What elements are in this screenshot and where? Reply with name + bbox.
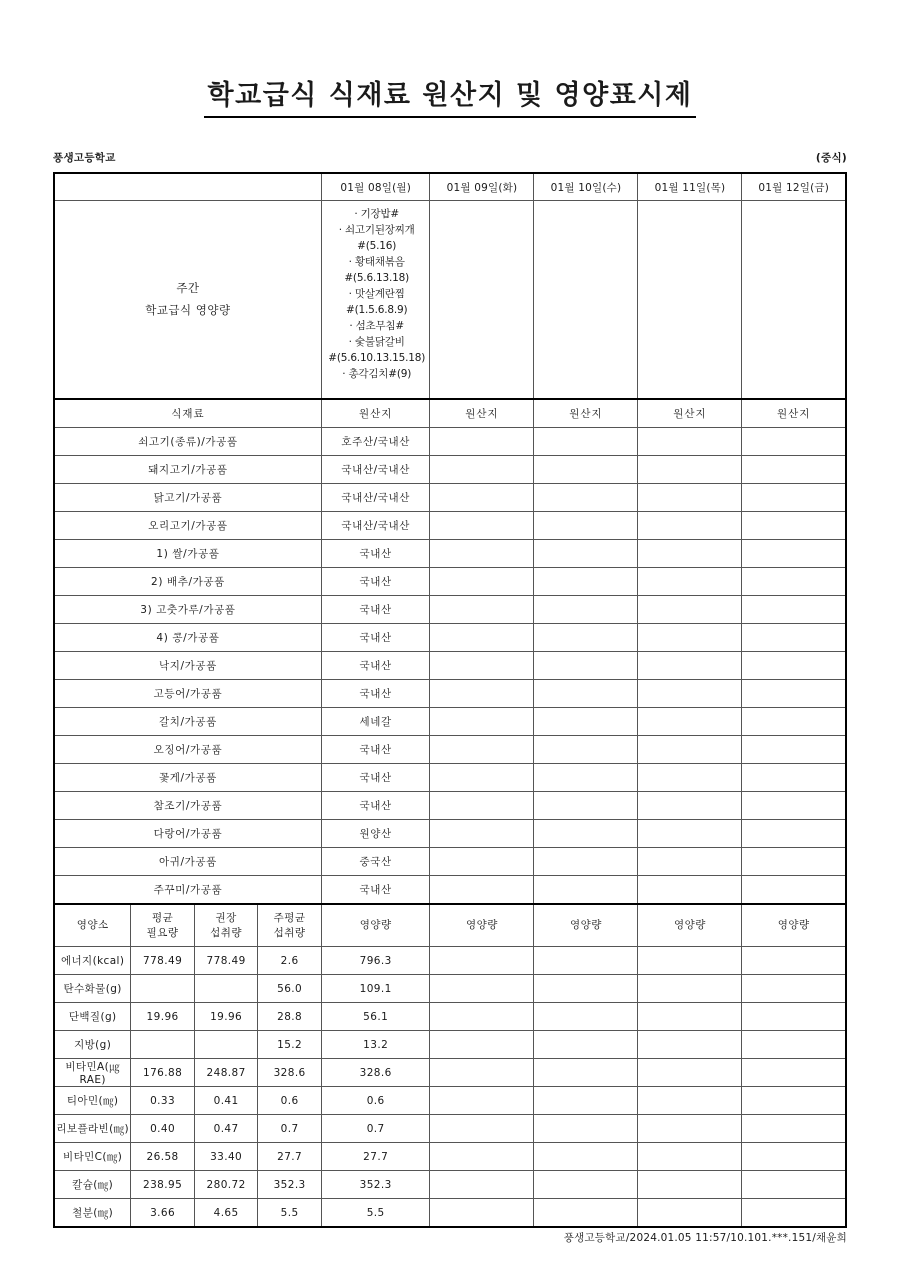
ingredient-origin-day-1: 국내산 [321,624,430,652]
nutrient-avg-requirement: 238.95 [131,1171,195,1199]
ingredient-origin-day-3 [534,652,638,680]
ingredient-origin-day-3 [534,568,638,596]
weekly-avg-intake-header: 주평균 섭취량 [258,904,322,947]
nutrient-amount-day-4 [638,1115,742,1143]
ingredient-origin-day-4 [638,456,742,484]
ingredient-name: 참조기/가공품 [54,792,321,820]
ingredient-origin-day-3 [534,456,638,484]
nutrient-weekly-avg-intake: 0.7 [258,1115,322,1143]
ingredient-origin-day-5 [742,708,846,736]
ingredient-row [54,596,846,624]
nutrient-recommended-intake: 0.41 [194,1087,258,1115]
ingredient-origin-day-1: 국내산 [321,680,430,708]
date-header-1: 01월 08일(월) [321,173,430,201]
nutrition-amount-header-4: 영양량 [638,904,742,947]
nutrient-recommended-intake: 33.40 [194,1143,258,1171]
ingredient-name: 닭고기/가공품 [54,484,321,512]
weekly-menu-row [54,201,846,400]
ingredient-name: 오리고기/가공품 [54,512,321,540]
ingredient-origin-day-2 [430,708,534,736]
origin-column-header-4: 원산지 [638,399,742,428]
nutrition-amount-header-2: 영양량 [430,904,534,947]
nutrient-amount-day-2 [430,1199,534,1228]
nutrient-weekly-avg-intake: 15.2 [258,1031,322,1059]
nutrient-amount-day-5 [742,947,846,975]
menu-cell-day-5 [742,201,846,400]
ingredient-origin-day-5 [742,764,846,792]
ingredient-origin-day-2 [430,512,534,540]
ingredient-row [54,736,846,764]
page-title: 학교급식 식재료 원산지 및 영양표시제 [204,80,697,118]
ingredient-row [54,512,846,540]
ingredient-origin-day-5 [742,848,846,876]
nutrient-recommended-intake: 19.96 [194,1003,258,1031]
nutrient-amount-day-3 [534,1059,638,1087]
ingredient-row [54,652,846,680]
nutrient-amount-day-5 [742,1171,846,1199]
ingredient-name: 2) 배추/가공품 [54,568,321,596]
nutrient-recommended-intake: 4.65 [194,1199,258,1228]
nutrient-name: 비타민A(㎍ RAE) [54,1059,131,1087]
ingredient-origin-day-1: 원양산 [321,820,430,848]
nutrient-name: 에너지(kcal) [54,947,131,975]
nutrient-amount-day-1: 328.6 [321,1059,430,1087]
origin-column-header-3: 원산지 [534,399,638,428]
nutrient-amount-day-1: 27.7 [321,1143,430,1171]
origin-column-header-1: 원산지 [321,399,430,428]
ingredient-name: 고등어/가공품 [54,680,321,708]
nutrient-amount-day-5 [742,1199,846,1228]
table-header-row [54,173,846,201]
ingredient-origin-day-4 [638,540,742,568]
ingredient-row [54,456,846,484]
date-header-2: 01월 09일(화) [430,173,534,201]
nutrient-amount-day-1: 109.1 [321,975,430,1003]
ingredient-origin-day-1: 국내산 [321,540,430,568]
ingredient-origin-day-1: 국내산 [321,736,430,764]
ingredient-origin-day-5 [742,512,846,540]
nutrition-row [54,1115,846,1143]
nutrient-avg-requirement: 778.49 [131,947,195,975]
nutrient-recommended-intake: 778.49 [194,947,258,975]
nutrition-row [54,1059,846,1087]
nutrient-amount-day-3 [534,1087,638,1115]
nutrient-amount-day-4 [638,1087,742,1115]
nutrient-column-header: 영양소 [54,904,131,947]
menu-item: · 쇠고기된장찌개 [338,223,415,236]
nutrient-avg-requirement [131,975,195,1003]
ingredient-origin-day-4 [638,820,742,848]
ingredient-origin-day-4 [638,764,742,792]
ingredient-origin-day-2 [430,624,534,652]
ingredient-origin-day-5 [742,820,846,848]
ingredient-row [54,792,846,820]
ingredient-origin-day-2 [430,428,534,456]
nutrient-amount-day-4 [638,1143,742,1171]
nutrient-avg-requirement: 19.96 [131,1003,195,1031]
meal-origin-nutrition-table [53,172,847,1228]
ingredient-row [54,428,846,456]
nutrient-amount-day-4 [638,1199,742,1228]
ingredient-origin-day-2 [430,456,534,484]
ingredient-row [54,568,846,596]
nutrient-weekly-avg-intake: 2.6 [258,947,322,975]
nutrition-row [54,1171,846,1199]
nutrient-amount-day-3 [534,1143,638,1171]
nutrient-name: 지방(g) [54,1031,131,1059]
ingredient-row [54,624,846,652]
ingredient-origin-day-5 [742,596,846,624]
nutrient-recommended-intake: 248.87 [194,1059,258,1087]
menu-item: · 숯불닭갈비 [348,335,405,348]
nutrient-avg-requirement: 0.33 [131,1087,195,1115]
nutrient-amount-day-5 [742,1115,846,1143]
ingredient-origin-day-5 [742,876,846,905]
nutrient-name: 철분(㎎) [54,1199,131,1228]
ingredient-origin-day-2 [430,680,534,708]
ingredient-name: 쇠고기(종류)/가공품 [54,428,321,456]
ingredient-origin-day-4 [638,624,742,652]
nutrient-weekly-avg-intake: 27.7 [258,1143,322,1171]
nutrient-amount-day-2 [430,1031,534,1059]
ingredient-name: 오징어/가공품 [54,736,321,764]
ingredient-origin-day-2 [430,568,534,596]
origin-column-header-5: 원산지 [742,399,846,428]
nutrient-amount-day-4 [638,947,742,975]
ingredient-origin-day-3 [534,736,638,764]
nutrient-amount-day-3 [534,947,638,975]
ingredient-row [54,764,846,792]
menu-cell-day-3 [534,201,638,400]
nutrient-amount-day-2 [430,975,534,1003]
ingredient-origin-day-1: 국내산 [321,596,430,624]
ingredient-origin-day-5 [742,792,846,820]
ingredient-origin-day-5 [742,736,846,764]
ingredient-origin-day-1: 국내산/국내산 [321,512,430,540]
ingredient-origin-day-3 [534,708,638,736]
nutrient-amount-day-1: 5.5 [321,1199,430,1228]
nutrition-row [54,1199,846,1228]
nutrient-amount-day-1: 0.6 [321,1087,430,1115]
ingredient-origin-day-3 [534,512,638,540]
nutrient-amount-day-5 [742,1143,846,1171]
ingredient-origin-day-5 [742,652,846,680]
ingredient-origin-day-3 [534,680,638,708]
ingredient-column-header: 식재료 [54,399,321,428]
ingredient-origin-day-2 [430,820,534,848]
nutrient-name: 티아민(㎎) [54,1087,131,1115]
ingredient-name: 주꾸미/가공품 [54,876,321,905]
nutrition-row [54,947,846,975]
nutrient-weekly-avg-intake: 328.6 [258,1059,322,1087]
ingredient-name: 낙지/가공품 [54,652,321,680]
nutrient-amount-day-5 [742,1031,846,1059]
ingredient-name: 4) 콩/가공품 [54,624,321,652]
ingredient-name: 아귀/가공품 [54,848,321,876]
ingredient-origin-day-4 [638,708,742,736]
ingredient-origin-day-1: 국내산 [321,652,430,680]
nutrient-amount-day-3 [534,1003,638,1031]
ingredient-origin-day-2 [430,876,534,905]
footer-info: 풍생고등학교/2024.01.05 11:57/10.101.***.151/채윤희 [563,1232,847,1244]
nutrient-recommended-intake: 0.47 [194,1115,258,1143]
nutrient-amount-day-2 [430,947,534,975]
nutrient-name: 단백질(g) [54,1003,131,1031]
nutrient-recommended-intake [194,1031,258,1059]
nutrient-weekly-avg-intake: 56.0 [258,975,322,1003]
ingredient-origin-day-1: 국내산/국내산 [321,456,430,484]
date-header-5: 01월 12일(금) [742,173,846,201]
nutrient-weekly-avg-intake: 28.8 [258,1003,322,1031]
ingredient-origin-day-3 [534,540,638,568]
ingredient-origin-day-1: 세네갈 [321,708,430,736]
ingredient-origin-day-2 [430,848,534,876]
subheader [53,150,847,165]
ingredient-origin-day-4 [638,680,742,708]
ingredient-origin-day-4 [638,652,742,680]
ingredient-origin-day-5 [742,568,846,596]
origin-column-header-2: 원산지 [430,399,534,428]
nutrition-header-row [54,904,846,947]
nutrient-amount-day-5 [742,1087,846,1115]
avg-requirement-header: 평균 필요량 [131,904,195,947]
ingredient-row [54,876,846,905]
nutrient-avg-requirement: 176.88 [131,1059,195,1087]
nutrient-amount-day-1: 56.1 [321,1003,430,1031]
ingredient-origin-day-1: 국내산 [321,792,430,820]
nutrient-amount-day-4 [638,1031,742,1059]
nutrition-row [54,1143,846,1171]
ingredient-origin-day-4 [638,484,742,512]
ingredient-origin-day-4 [638,568,742,596]
nutrient-amount-day-5 [742,975,846,1003]
menu-cell-day-4 [638,201,742,400]
recommended-intake-header: 권장 섭취량 [194,904,258,947]
menu-item: · 맛살계란찜 [348,287,405,300]
ingredient-origin-day-1: 국내산 [321,764,430,792]
ingredient-origin-day-5 [742,484,846,512]
menu-item: · 총각김치#(9) [342,367,412,380]
ingredient-origin-day-2 [430,736,534,764]
ingredient-row [54,708,846,736]
nutrition-row [54,1087,846,1115]
nutrient-amount-day-4 [638,1171,742,1199]
nutrient-weekly-avg-intake: 5.5 [258,1199,322,1228]
nutrition-row [54,1003,846,1031]
nutrition-amount-header-5: 영양량 [742,904,846,947]
nutrient-amount-day-1: 796.3 [321,947,430,975]
ingredient-origin-day-4 [638,792,742,820]
ingredient-origin-day-4 [638,876,742,905]
nutrient-amount-day-3 [534,1031,638,1059]
nutrient-amount-day-3 [534,975,638,1003]
ingredient-origin-day-3 [534,848,638,876]
nutrient-amount-day-5 [742,1003,846,1031]
menu-item: · 황태채볶음 [348,255,405,268]
nutrient-amount-day-3 [534,1171,638,1199]
nutrient-recommended-intake [194,975,258,1003]
weekly-nutrition-label: 주간 학교급식 영양량 [54,201,321,400]
nutrient-name: 칼슘(㎎) [54,1171,131,1199]
nutrient-weekly-avg-intake: 0.6 [258,1087,322,1115]
ingredient-origin-day-3 [534,792,638,820]
title-container [0,80,900,118]
nutrition-row [54,975,846,1003]
ingredient-name: 돼지고기/가공품 [54,456,321,484]
ingredient-origin-day-5 [742,624,846,652]
ingredient-origin-day-2 [430,484,534,512]
nutrition-amount-header-3: 영양량 [534,904,638,947]
nutrient-amount-day-1: 352.3 [321,1171,430,1199]
ingredient-origin-day-2 [430,652,534,680]
ingredient-origin-day-3 [534,764,638,792]
nutrient-amount-day-3 [534,1115,638,1143]
menu-item: #(5.6.10.13.15.18) [328,351,426,364]
ingredient-origin-day-2 [430,596,534,624]
ingredient-origin-day-1: 국내산 [321,568,430,596]
nutrient-amount-day-4 [638,975,742,1003]
nutrition-row [54,1031,846,1059]
nutrient-amount-day-4 [638,1003,742,1031]
ingredient-name: 3) 고춧가루/가공품 [54,596,321,624]
ingredient-origin-day-4 [638,596,742,624]
nutrient-weekly-avg-intake: 352.3 [258,1171,322,1199]
nutrient-avg-requirement: 3.66 [131,1199,195,1228]
nutrient-recommended-intake: 280.72 [194,1171,258,1199]
date-header-4: 01월 11일(목) [638,173,742,201]
nutrient-amount-day-2 [430,1143,534,1171]
ingredient-origin-day-3 [534,876,638,905]
ingredient-row [54,484,846,512]
weekly-label-spacer [54,173,321,201]
nutrient-name: 비타민C(㎎) [54,1143,131,1171]
ingredient-origin-day-2 [430,764,534,792]
nutrient-avg-requirement [131,1031,195,1059]
ingredient-name: 꽃게/가공품 [54,764,321,792]
ingredient-origin-day-2 [430,792,534,820]
origin-header-row [54,399,846,428]
ingredient-origin-day-3 [534,428,638,456]
ingredient-origin-day-5 [742,680,846,708]
nutrient-amount-day-2 [430,1003,534,1031]
ingredient-origin-day-1: 국내산/국내산 [321,484,430,512]
ingredient-origin-day-5 [742,456,846,484]
nutrient-amount-day-3 [534,1199,638,1228]
menu-cell-day-1 [321,201,430,400]
ingredient-origin-day-3 [534,624,638,652]
nutrient-amount-day-4 [638,1059,742,1087]
menu-cell-day-2 [430,201,534,400]
ingredient-origin-day-4 [638,848,742,876]
ingredient-origin-day-3 [534,596,638,624]
nutrient-amount-day-2 [430,1115,534,1143]
nutrient-amount-day-5 [742,1059,846,1087]
ingredient-row [54,848,846,876]
nutrient-name: 리보플라빈(㎎) [54,1115,131,1143]
menu-item: #(5.6.13.18) [344,271,410,284]
school-name: 풍생고등학교 [53,152,116,164]
nutrient-name: 탄수화물(g) [54,975,131,1003]
menu-item: · 섬초무침# [349,319,404,332]
nutrient-amount-day-1: 0.7 [321,1115,430,1143]
meal-type-label: (중식) [815,152,847,164]
menu-item: #(1.5.6.8.9) [346,303,408,316]
ingredient-row [54,680,846,708]
ingredient-row [54,820,846,848]
ingredient-origin-day-2 [430,540,534,568]
ingredient-origin-day-1: 중국산 [321,848,430,876]
ingredient-row [54,540,846,568]
nutrition-amount-header-1: 영양량 [321,904,430,947]
ingredient-origin-day-5 [742,428,846,456]
ingredient-origin-day-4 [638,512,742,540]
ingredient-origin-day-3 [534,820,638,848]
nutrient-amount-day-2 [430,1059,534,1087]
ingredient-name: 1) 쌀/가공품 [54,540,321,568]
nutrient-amount-day-2 [430,1171,534,1199]
ingredient-origin-day-4 [638,428,742,456]
ingredient-origin-day-5 [742,540,846,568]
nutrient-avg-requirement: 26.58 [131,1143,195,1171]
ingredient-origin-day-4 [638,736,742,764]
ingredient-origin-day-1: 호주산/국내산 [321,428,430,456]
ingredient-origin-day-3 [534,484,638,512]
nutrient-amount-day-2 [430,1087,534,1115]
ingredient-origin-day-1: 국내산 [321,876,430,905]
ingredient-name: 갈치/가공품 [54,708,321,736]
date-header-3: 01월 10일(수) [534,173,638,201]
nutrient-amount-day-1: 13.2 [321,1031,430,1059]
menu-item: · 기장밥# [354,208,400,220]
menu-item: #(5.16) [357,239,397,252]
nutrient-avg-requirement: 0.40 [131,1115,195,1143]
ingredient-name: 다랑어/가공품 [54,820,321,848]
